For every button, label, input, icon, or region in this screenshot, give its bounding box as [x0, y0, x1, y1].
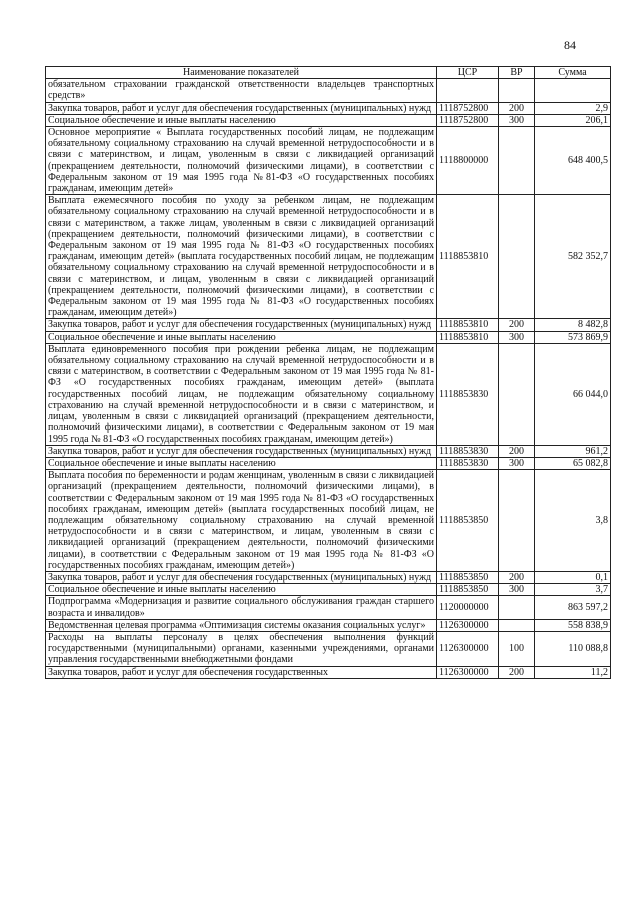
row-sum	[535, 79, 611, 102]
row-csr: 1126300000	[437, 619, 499, 631]
row-csr: 1120000000	[437, 596, 499, 619]
row-csr: 1118853850	[437, 571, 499, 583]
row-name: Основное мероприятие « Выплата государственных пособий лицам, не подлежащим обязательному социальному страхованию на случай временной нетрудоспособности и в связи с материнством, и лицам, уволенным в связи с ликвидацией организаций (прекращением деятельности, полномочий физическими лицами), в соответствии с Федеральным законом от 19 мая 1995 года №81-ФЗ «О государственных пособиях гражданам, имеющим детей»	[46, 127, 437, 195]
row-vr: 200	[499, 102, 535, 114]
budget-table	[45, 66, 611, 679]
row-sum: 863 597,2	[535, 596, 611, 619]
table-row	[46, 571, 611, 583]
row-csr: 1118853830	[437, 445, 499, 457]
table-row	[46, 79, 611, 102]
row-csr: 1126300000	[437, 631, 499, 666]
row-name: Выплата пособия по беременности и родам женщинам, уволенным в связи с ликвидацией организаций (прекращением деятельности, полномочий физическими лицами), в соответствии с Федеральным законом от 19 мая 1995 года № 81-ФЗ «О государственных пособиях гражданам, имеющим детей» (выплата государственных пособий лицам, не подлежащим обязательному социальному страхованию на случай временной нетрудоспособности и в связи с материнством, и лицам, уволенным в связи с ликвидацией организаций (прекращением деятельности, полномочий физическими лицами), в соответствии с Федеральным законом от 19 мая 1995 года № 81-ФЗ «О государственных пособиях гражданам, имеющим детей»)	[46, 470, 437, 572]
row-name: Подпрограмма «Модернизация и развитие социального обслуживания граждан старшего возраста и инвалидов»	[46, 596, 437, 619]
header-sum: Сумма	[535, 67, 611, 79]
row-vr: 100	[499, 631, 535, 666]
row-vr	[499, 195, 535, 319]
table-row	[46, 631, 611, 666]
table-row	[46, 343, 611, 445]
row-csr: 1118853830	[437, 343, 499, 445]
row-name: Ведомственная целевая программа «Оптимизация системы оказания социальных услуг»	[46, 619, 437, 631]
row-name: Выплата ежемесячного пособия по уходу за ребенком лицам, не подлежащим обязательному социальному страхованию на случай временной нетрудоспособности и в связи с материнством, а также лицам, уволенным в связи с ликвидацией организаций (прекращением деятельности, полномочий физическими лицами), в соответствии с Федеральным законом от 19 мая 1995 года № 81-ФЗ «О государственных пособиях гражданам, имеющим детей» (выплата государственных пособий лицам, не подлежащим обязательному социальному страхованию на случай временной нетрудоспособности и в связи с материнством, и лицам, уволенным в связи с ликвидацией организаций (прекращением деятельности, полномочий физическими лицами), в соответствии с Федеральным законом от 19 мая 1995 года № 81-ФЗ «О государственных пособиях гражданам, имеющим детей»)	[46, 195, 437, 319]
row-sum: 648 400,5	[535, 127, 611, 195]
row-sum: 65 082,8	[535, 457, 611, 469]
row-vr: 200	[499, 571, 535, 583]
row-vr	[499, 596, 535, 619]
row-sum: 2,9	[535, 102, 611, 114]
row-vr: 300	[499, 331, 535, 343]
table-row	[46, 584, 611, 596]
row-name: Закупка товаров, работ и услуг для обеспечения государственных (муниципальных) нужд	[46, 102, 437, 114]
table-row	[46, 596, 611, 619]
row-csr: 1118752800	[437, 114, 499, 126]
table-row	[46, 102, 611, 114]
row-sum: 573 869,9	[535, 331, 611, 343]
row-name: Социальное обеспечение и иные выплаты населению	[46, 584, 437, 596]
table-row	[46, 127, 611, 195]
row-vr	[499, 79, 535, 102]
table-row	[46, 114, 611, 126]
row-sum: 206,1	[535, 114, 611, 126]
row-csr: 1118853830	[437, 457, 499, 469]
table-row	[46, 319, 611, 331]
row-sum: 110 088,8	[535, 631, 611, 666]
table-row	[46, 666, 611, 678]
table-row	[46, 470, 611, 572]
row-sum: 961,2	[535, 445, 611, 457]
row-name: Закупка товаров, работ и услуг для обеспечения государственных (муниципальных) нужд	[46, 445, 437, 457]
row-vr: 200	[499, 319, 535, 331]
row-csr: 1118853810	[437, 331, 499, 343]
row-csr: 1118752800	[437, 102, 499, 114]
row-name: Социальное обеспечение и иные выплаты населению	[46, 114, 437, 126]
table-row	[46, 619, 611, 631]
row-name: Выплата единовременного пособия при рождении ребенка лицам, не подлежащим обязательному социальному страхованию на случай временной нетрудоспособности и в связи с материнством, в соответствии с Федеральным законом от 19 мая 1995 года № 81-ФЗ «О государственных пособиях гражданам, имеющим детей» (выплата государственных пособий лицам, не подлежащим обязательному социальному страхованию на случай временной нетрудоспособности и в связи с материнством, и лицам, уволенным в связи с ликвидацией организаций (прекращением деятельности, полномочий физическими лицами), в соответствии с Федеральным законом от 19 мая 1995 года № 81-ФЗ «О государственных пособиях гражданам, имеющим детей»)	[46, 343, 437, 445]
row-vr: 300	[499, 114, 535, 126]
row-csr: 1118853850	[437, 470, 499, 572]
row-csr: 1126300000	[437, 666, 499, 678]
table-header-row	[46, 67, 611, 79]
row-vr: 200	[499, 445, 535, 457]
table-row	[46, 331, 611, 343]
row-vr: 300	[499, 457, 535, 469]
row-sum: 11,2	[535, 666, 611, 678]
page-number: 84	[564, 38, 576, 52]
header-name: Наименование показателей	[46, 67, 437, 79]
header-csr: ЦСР	[437, 67, 499, 79]
row-name: Закупка товаров, работ и услуг для обеспечения государственных (муниципальных) нужд	[46, 319, 437, 331]
row-csr: 1118853810	[437, 195, 499, 319]
row-vr	[499, 619, 535, 631]
row-vr	[499, 343, 535, 445]
row-sum: 0,1	[535, 571, 611, 583]
row-sum: 3,7	[535, 584, 611, 596]
table-row	[46, 445, 611, 457]
row-vr: 200	[499, 666, 535, 678]
row-csr: 1118853810	[437, 319, 499, 331]
row-vr	[499, 127, 535, 195]
row-name: обязательном страховании гражданской ответственности владельцев транспортных средств»	[46, 79, 437, 102]
table-row	[46, 457, 611, 469]
row-vr	[499, 470, 535, 572]
row-name: Социальное обеспечение и иные выплаты населению	[46, 457, 437, 469]
row-name: Расходы на выплаты персоналу в целях обеспечения выполнения функций государственными (муниципальными) органами, казенными учреждениями, органами управления государственными внебюджетными фондами	[46, 631, 437, 666]
row-name: Социальное обеспечение и иные выплаты населению	[46, 331, 437, 343]
row-name: Закупка товаров, работ и услуг для обеспечения государственных	[46, 666, 437, 678]
header-vr: ВР	[499, 67, 535, 79]
row-csr: 1118853850	[437, 584, 499, 596]
row-sum: 8 482,8	[535, 319, 611, 331]
table-row	[46, 195, 611, 319]
row-sum: 558 838,9	[535, 619, 611, 631]
row-sum: 66 044,0	[535, 343, 611, 445]
row-csr: 1118800000	[437, 127, 499, 195]
row-sum: 582 352,7	[535, 195, 611, 319]
row-vr: 300	[499, 584, 535, 596]
row-sum: 3,8	[535, 470, 611, 572]
row-csr	[437, 79, 499, 102]
row-name: Закупка товаров, работ и услуг для обеспечения государственных (муниципальных) нужд	[46, 571, 437, 583]
